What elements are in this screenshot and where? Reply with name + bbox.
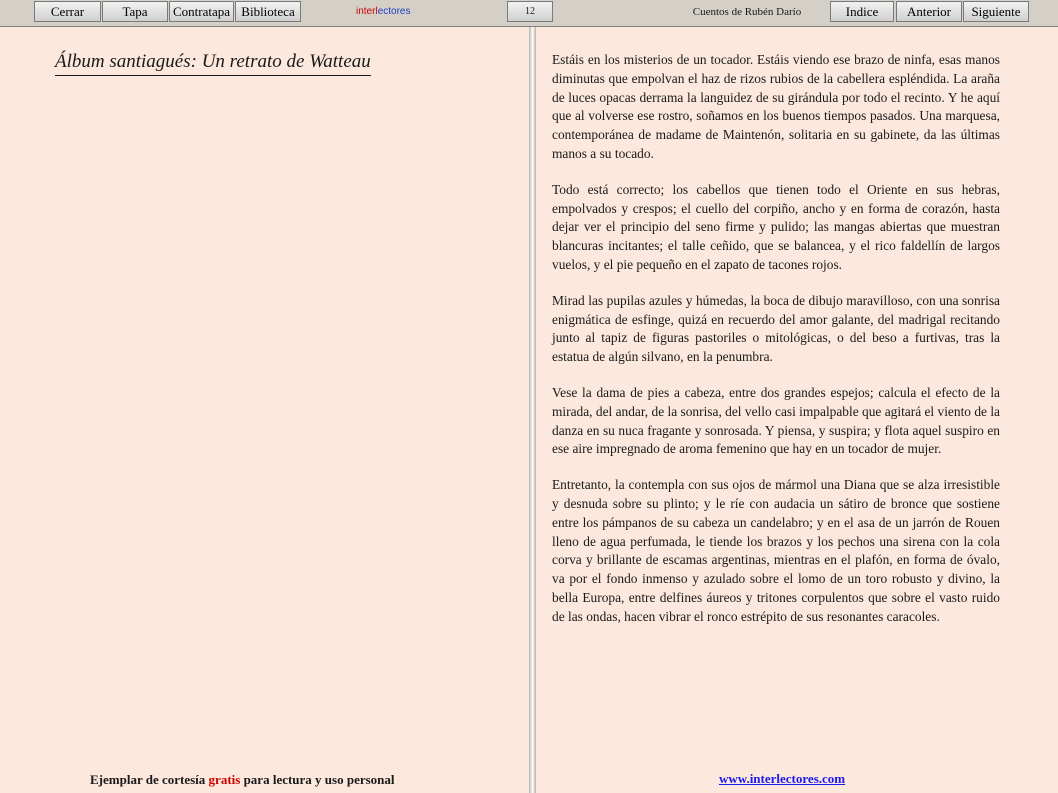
page-divider [529, 27, 536, 793]
brand-part2: ectores [377, 6, 411, 17]
title-underline [55, 75, 371, 76]
brand-part1: interl [356, 6, 378, 17]
book-title: Cuentos de Rubén Darío [692, 6, 802, 18]
page-number: 12 [507, 1, 553, 22]
biblioteca-button[interactable]: Biblioteca [235, 1, 301, 22]
paragraph: Vese la dama de pies a cabeza, entre dos grandes espejos; calcula el efecto de la mirada, del andar, de la sonrisa, del vello casi impalpable que agitará el viento de la danza en su nuca fragante y sonrosada. Y piensa, y suspira; y flota aquel suspiro en ese aire impregnado de aroma femenino que hay en un tocador de mujer. [552, 384, 1000, 457]
footer-text-2: para lectura y uso personal [240, 772, 395, 787]
chapter-title [55, 51, 371, 73]
cerrar-button[interactable]: Cerrar [34, 1, 101, 22]
indice-button[interactable]: Indice [830, 1, 894, 22]
anterior-button[interactable]: Anterior [896, 1, 962, 22]
tapa-button[interactable]: Tapa [102, 1, 168, 22]
footer-text-1: Ejemplar de cortesía [90, 772, 209, 787]
paragraph: Entretanto, la contempla con sus ojos de mármol una Diana que se alza irresistible y desnuda sobre su plinto; y le ríe con audacia un sátiro de bronce que sostiene entre los pámpanos de su cabeza un candelabro; y en el asa de un jarrón de Rouen lleno de agua perfumada, le tiende los brazos y los pechos una sirena con la cola corva y brillante de escamas argentinas, mientras en el plafón, en forma de óvalo, va por el fondo inmenso y azulado sobre el lomo de un toro robusto y divino, la bella Europa, entre delfines áureos y tritones corpulentos que sobre el vasto ruido de las ondas, hacen vibrar el ronco estrépito de sus resonantes caracoles. [552, 477, 1000, 624]
contratapa-button[interactable]: Contratapa [169, 1, 234, 22]
right-page-text [552, 51, 1000, 644]
paragraph: Estáis en los misterios de un tocador. Estáis viendo ese brazo de ninfa, esas manos diminutas que empolvan el haz de rizos rubios de la cabellera espléndida. La araña de luces opacas derrama la languidez de su girándula por todo el recinto. Y he aquí que al volverse ese rostro, soñamos en los buenos tiempos pasados. Una marquesa, contemporánea de madame de Maintenón, solitaria en su gabinete, da las últimas manos a su tocado. [552, 52, 1000, 161]
footer-gratis: gratis [208, 772, 241, 787]
paragraph: Todo está correcto; los cabellos que tienen todo el Oriente en sus hebras, empolvados y crespos; el cuello del corpiño, ancho y en forma de corazón, hasta dejar ver el principio del seno firme y pulido; las mangas abiertas que muestran blancuras incitantes; el talle ceñido, que se balancea, y el rico faldellín de largos vuelos, y el pie pequeño en el zapato de tacones rojos. [552, 181, 1000, 272]
chapter-title-text: Álbum santiagués: Un retrato de Watteau [55, 51, 371, 72]
paragraph: Mirad las pupilas azules y húmedas, la boca de dibujo maravilloso, con una sonrisa enigmática de esfinge, quizá en recuerdo del amor galante, del madrigal recitando junto al tapiz de figuras pastoriles o mitológicas, o del beso a furtivas, tras la estatua de algún silvano, en la penumbra. [552, 292, 1000, 365]
brand-logo [356, 6, 428, 17]
website-link[interactable]: www.interlectores.com [719, 771, 846, 786]
footer-courtesy-note [90, 772, 395, 788]
toolbar [0, 0, 1058, 27]
siguiente-button[interactable]: Siguiente [963, 1, 1029, 22]
